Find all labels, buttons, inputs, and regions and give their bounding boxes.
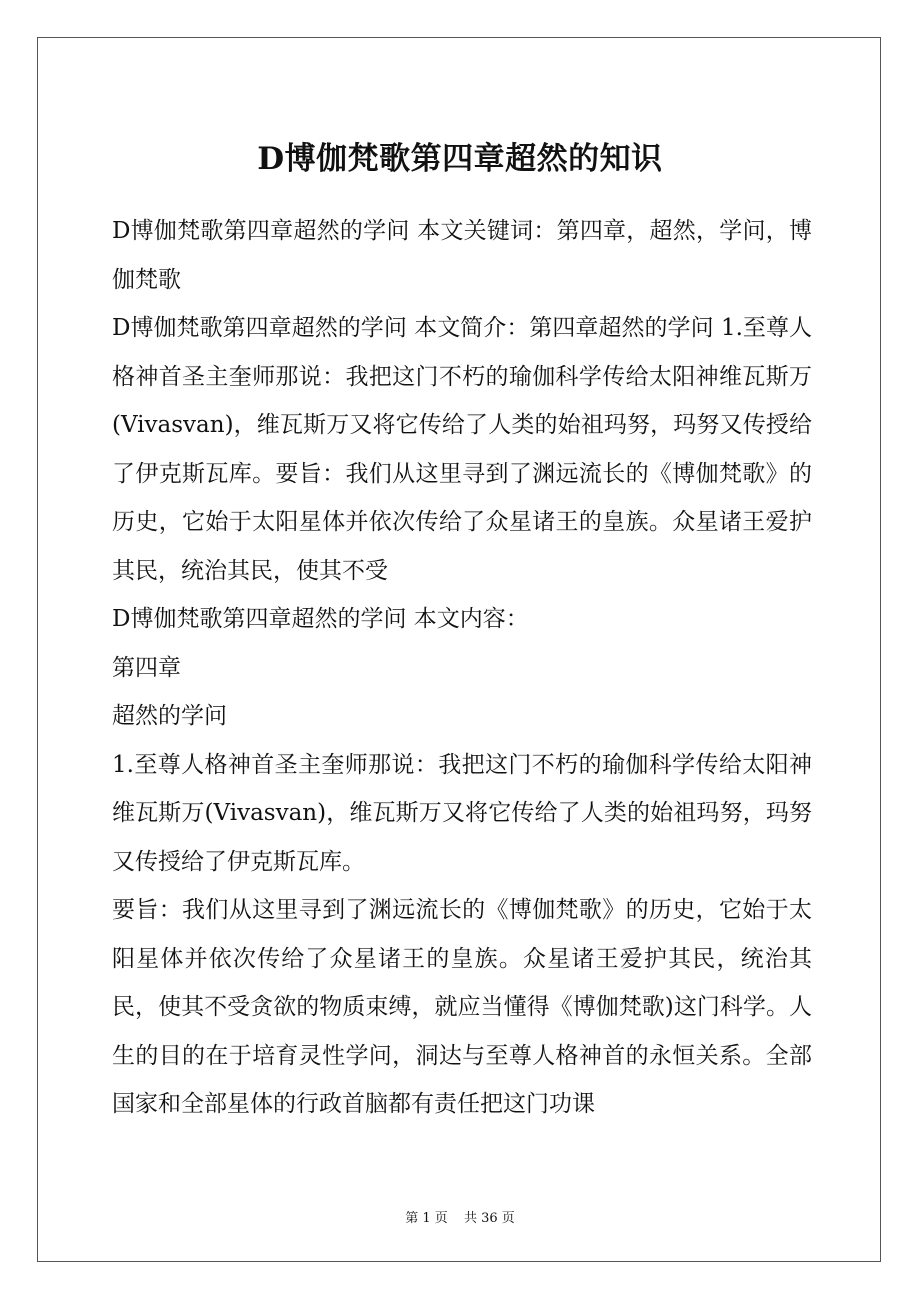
- paragraph-content-label: D博伽梵歌第四章超然的学问 本文内容：: [112, 606, 529, 632]
- document-body: [112, 207, 812, 1129]
- chapter-subtitle: 超然的学问: [112, 703, 227, 729]
- document-title: D博伽梵歌第四章超然的知识: [257, 140, 663, 177]
- paragraph-keywords: D博伽梵歌第四章超然的学问 本文关键词：第四章，超然，学问，博伽梵歌: [112, 218, 812, 293]
- page-number: 第 1 页: [405, 1211, 448, 1226]
- page-footer: [0, 1207, 920, 1226]
- chapter-heading: 第四章: [112, 654, 181, 681]
- page-total: 共 36 页: [463, 1211, 515, 1226]
- verse-1-purport: 要旨：我们从这里寻到了渊远流长的《博伽梵歌》的历史，它始于太阳星体并依次传给了众星诸王的皇族。众星诸王爱护其民，统治其民，使其不受贪欲的物质束缚，就应当懂得《博伽梵歌)这门科学。人生的目的在于培育灵性学问，洞达与至尊人格神首的永恒关系。全部国家和全部星体的行政首脑都有责任把这门功课: [112, 897, 812, 1117]
- paragraph-summary: D博伽梵歌第四章超然的学问 本文简介：第四章超然的学问 1.至尊人格神首圣主奎师那说：我把这门不朽的瑜伽科学传给太阳神维瓦斯万(Vivasvan)，维瓦斯万又将它传给了人类的始祖玛努，玛努又传授给了伊克斯瓦库。要旨：我们从这里寻到了渊远流长的《博伽梵歌》的历史，它始于太阳星体并依次传给了众星诸王的皇族。众星诸王爱护其民，统治其民，使其不受: [112, 315, 812, 584]
- verse-1: 1.至尊人格神首圣主奎师那说：我把这门不朽的瑜伽科学传给太阳神维瓦斯万(Vivasvan)，维瓦斯万又将它传给了人类的始祖玛努，玛努又传授给了伊克斯瓦库。: [112, 751, 812, 875]
